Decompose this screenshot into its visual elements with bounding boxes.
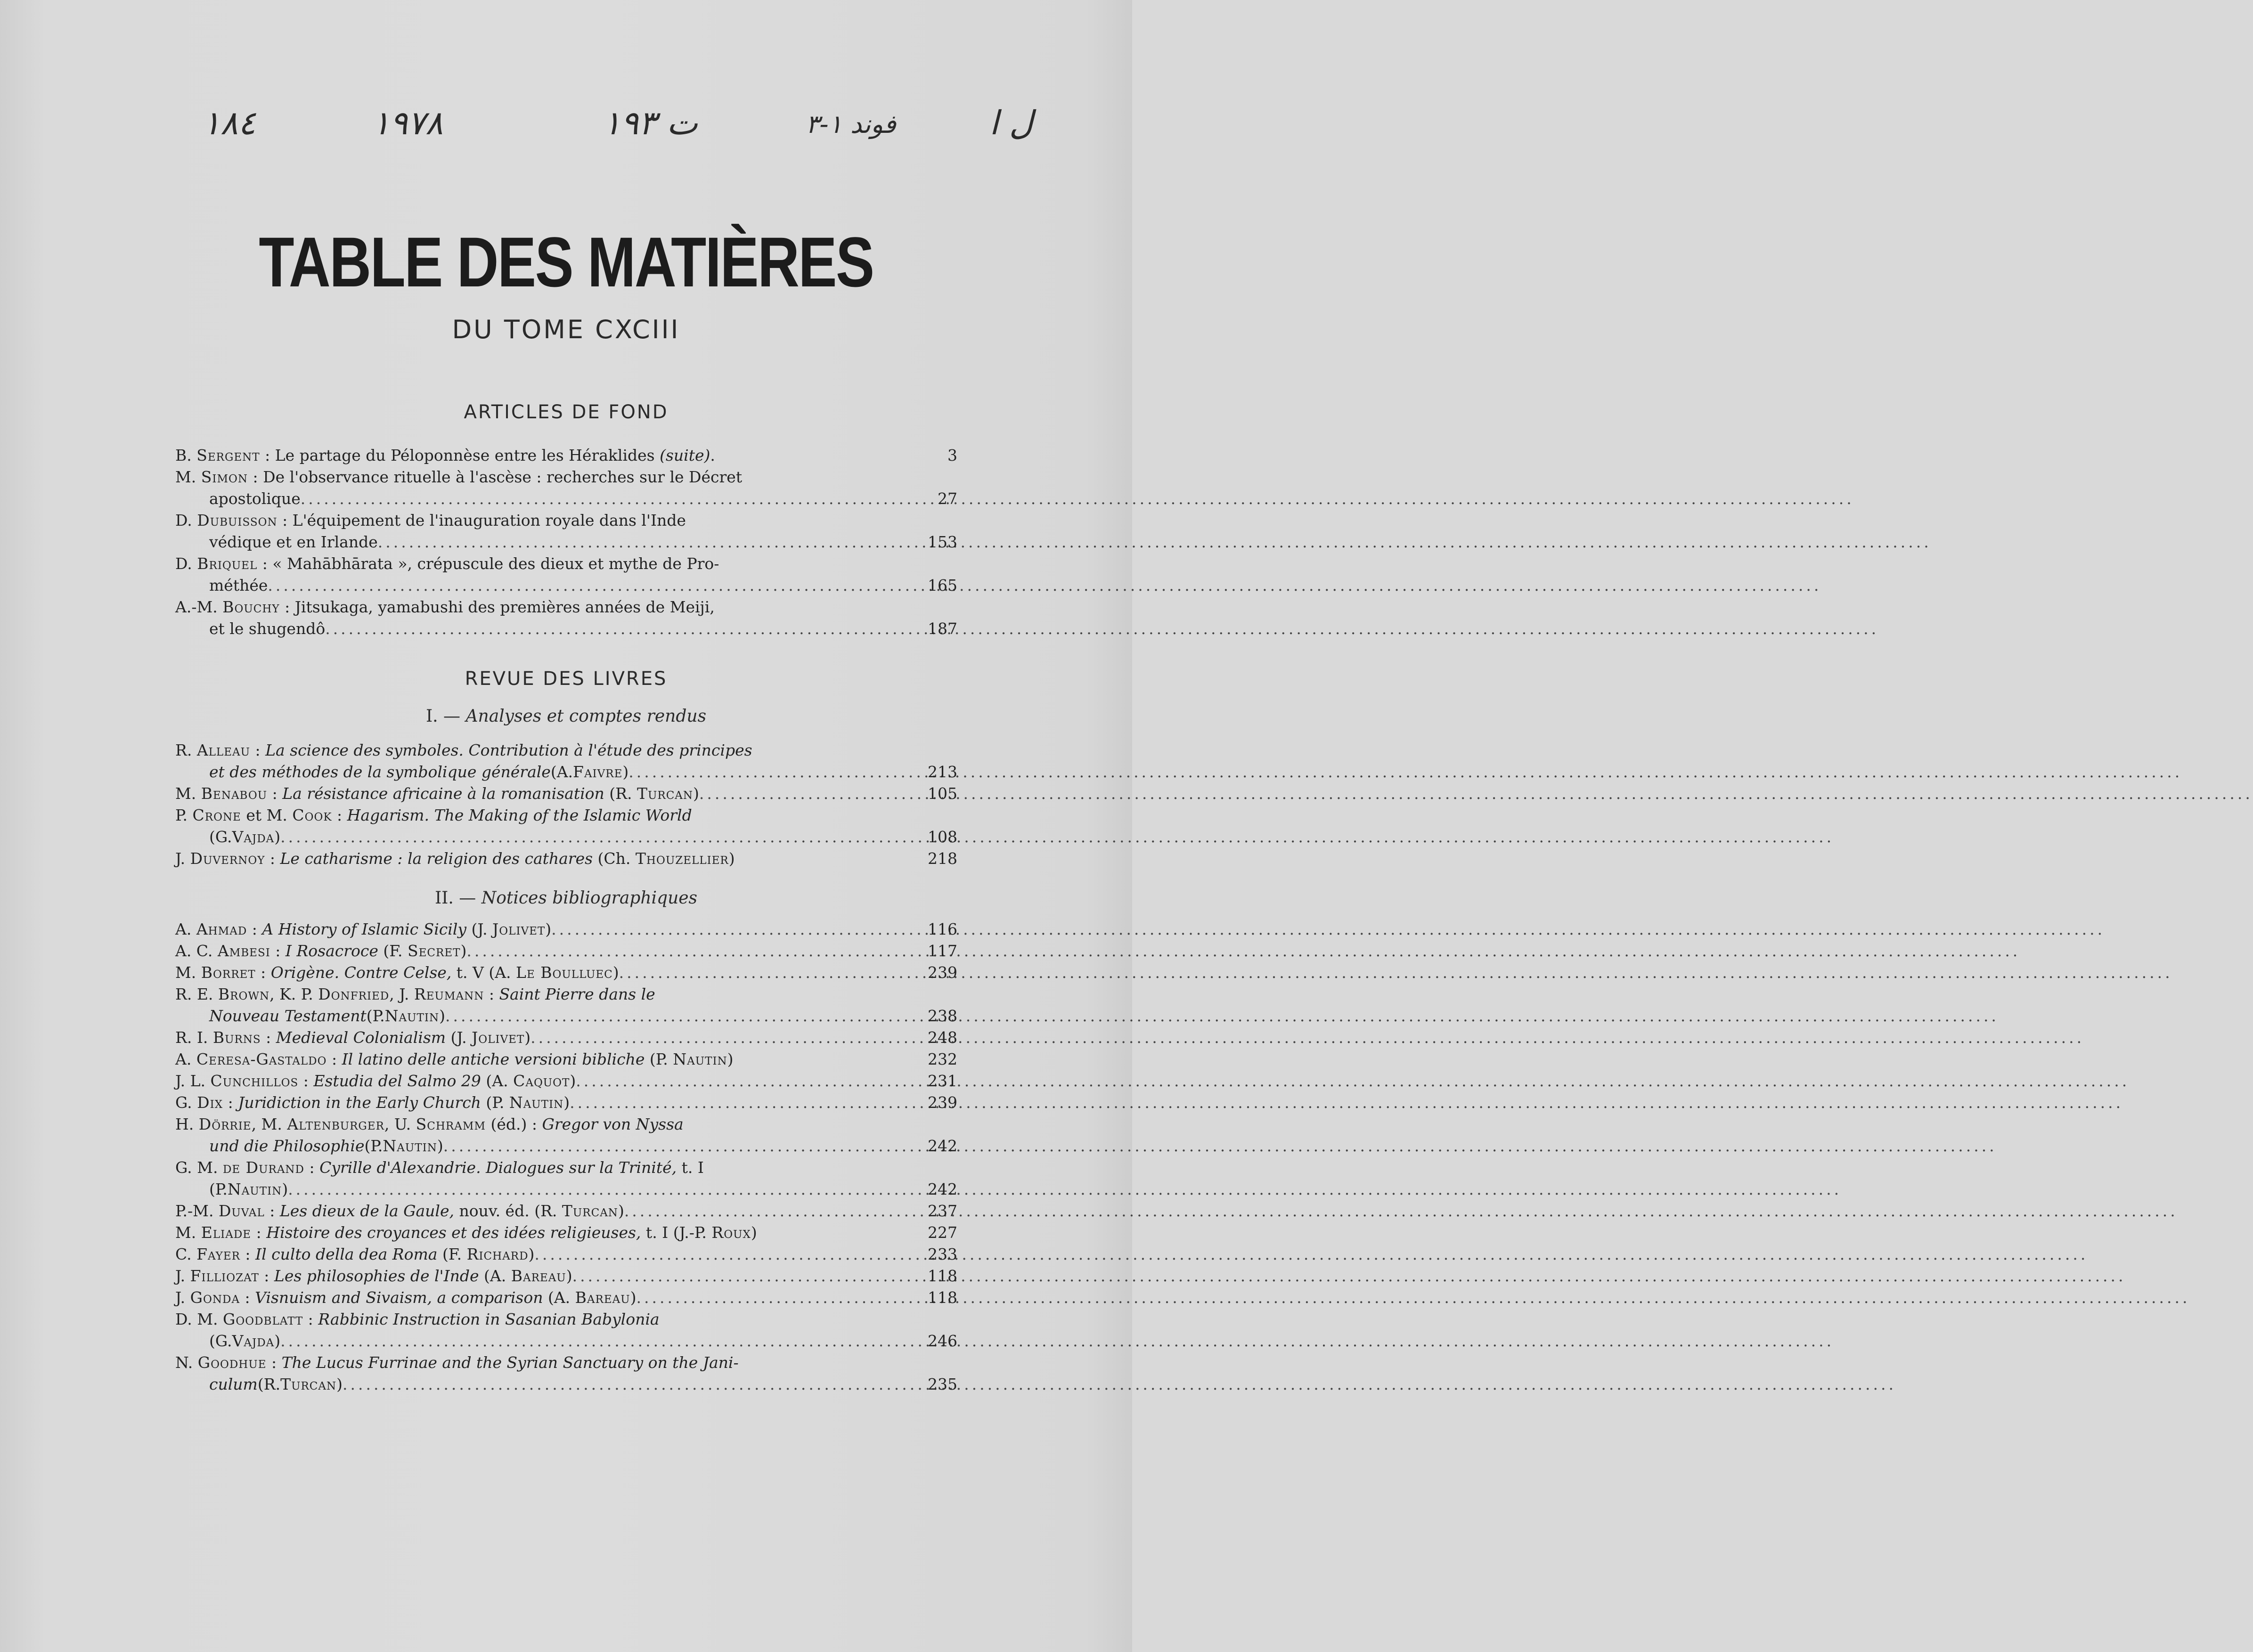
dot-leader — [629, 761, 915, 783]
article-entry: D. Dubuisson : L'équipement de l'inauguration royale dans l'Inde védique et en Irlande ..... 153 — [175, 510, 957, 553]
page-number: 237 — [928, 1202, 957, 1220]
page-number: 242 — [928, 1180, 957, 1198]
dot-leader — [551, 919, 915, 940]
review-entry: M. Benabou : La résistance africaine à la romanisation (R. Turcan) ..... 105 — [175, 783, 957, 805]
dot-leader — [576, 1070, 915, 1092]
page-number: 117 — [928, 942, 957, 960]
notice-entry: C. Fayer : Il culto della dea Roma (F. Richard) ..... 233 — [175, 1244, 957, 1265]
dot-leader — [288, 1179, 915, 1200]
page-number: 153 — [928, 533, 957, 551]
notice-entry: N. Goodhue : The Lucus Furrinae and the Syrian Sanctuary on the Jani- culum (R. Turcan ) ..... 235 — [175, 1352, 957, 1395]
dot-leader — [619, 962, 915, 984]
notice-entry: R. I. Burns : Medieval Colonialism (J. Jolivet) ..... 248 — [175, 1027, 957, 1049]
handwritten-note-2: ١٩٧٨ — [372, 104, 443, 142]
notice-entry: G. Dix : Juridiction in the Early Church (P. Nautin) ..... 239 — [175, 1092, 957, 1114]
dot-leader — [637, 1287, 915, 1309]
page-number: 235 — [928, 1375, 957, 1393]
page-number: 248 — [928, 1028, 957, 1047]
handwritten-note-4: فوند ١-٣ — [806, 109, 896, 139]
section-heading-revue: REVUE DES LIVRES — [465, 668, 668, 690]
handwritten-note-1: ١٨٤ — [203, 104, 256, 142]
analyses-list — [175, 740, 957, 870]
page-number: 231 — [928, 1072, 957, 1090]
dot-leader — [699, 783, 915, 805]
page-number: 232 — [928, 1050, 957, 1068]
notice-entry: H. Dörrie, M. Altenburger, U. Schramm (éd.) : Gregor von Nyssa und die Philosophie (P. Nautin ) ..... 242 — [175, 1114, 957, 1157]
page-number: 242 — [928, 1137, 957, 1155]
dot-leader — [570, 1092, 915, 1114]
notice-entry: G. M. de Durand : Cyrille d'Alexandrie. Dialogues sur la Trinité, t. I (P. Nautin ) ..... 242 — [175, 1157, 957, 1200]
article-entry: A.-M. Bouchy : Jitsukaga, yamabushi des premières années de Meiji, et le shugendô ..... 187 — [175, 596, 957, 640]
page-number: 239 — [928, 963, 957, 982]
notice-entry: J. Filliozat : Les philosophies de l'Inde (A. Bareau) ..... 118 — [175, 1265, 957, 1287]
subsection-heading-notices: II. — Notices bibliographiques — [434, 888, 698, 908]
notice-entry: A. Ahmad : A History of Islamic Sicily (J. Jolivet) ..... 116 — [175, 919, 957, 940]
notice-entry: J. Gonda : Visnuism and Sivaism, a comparison (A. Bareau) ..... 118 — [175, 1287, 957, 1309]
page-number: 3 — [947, 446, 957, 464]
page-number: 213 — [928, 763, 957, 781]
handwritten-note-5: ل ا — [989, 104, 1033, 142]
dot-leader — [443, 1135, 915, 1157]
dot-leader — [572, 1265, 915, 1287]
article-entry: M. Simon : De l'observance rituelle à l'ascèse : recherches sur le Décret apostolique ..... 27 — [175, 466, 957, 510]
dot-leader — [445, 1005, 915, 1027]
article-entry: D. Briquel : « Mahābhārata », crépuscule des dieux et mythe de Pro- méthée ..... 165 — [175, 553, 957, 596]
article-entry — [175, 445, 957, 466]
review-entry: P. Crone et M. Cook : Hagarism. The Making of the Islamic World (G. Vajda ) ..... 108 — [175, 805, 957, 848]
notice-entry: D. M. Goodblatt : Rabbinic Instruction in Sasanian Babylonia (G. Vajda ) ..... 246 — [175, 1309, 957, 1352]
dot-leader — [531, 1027, 915, 1049]
page-number: 105 — [928, 784, 957, 803]
entry-text: B. Sergent : Le partage du Péloponnèse entre les Héraklides (suite). — [175, 446, 715, 464]
dot-leader — [325, 618, 915, 640]
dot-leader — [301, 488, 915, 510]
section-heading-articles: ARTICLES DE FOND — [464, 401, 669, 423]
page-number: 116 — [928, 920, 957, 938]
page-subtitle: DU TOME CXCIII — [452, 315, 680, 344]
review-entry: J. Duvernoy : Le catharisme : la religion des cathares (Ch. Thouzellier) 218 — [175, 848, 957, 870]
notice-entry: M. Eliade : Histoire des croyances et des idées religieuses, t. I (J.-P. Roux) 227 — [175, 1222, 957, 1244]
articles-list — [175, 445, 957, 640]
dot-leader — [343, 1374, 915, 1395]
page-title: TABLE DES MATIÈRES — [259, 222, 873, 301]
page-number: 227 — [928, 1223, 957, 1242]
dot-leader — [268, 575, 915, 596]
page-number: 118 — [928, 1267, 957, 1285]
notice-entry: A. Ceresa-Gastaldo : Il latino delle antiche versioni bibliche (P. Nautin) 232 — [175, 1049, 957, 1070]
notices-list — [175, 919, 957, 1395]
dot-leader — [624, 1200, 915, 1222]
review-entry: R. Alleau : La science des symboles. Contribution à l'étude des principes et des méthodes de la symbolique générale (A. Faivre ) ..... 213 — [175, 740, 957, 783]
dot-leader — [378, 531, 915, 553]
notice-entry: P.-M. Duval : Les dieux de la Gaule, nouv. éd. (R. Turcan) ..... 237 — [175, 1200, 957, 1222]
notice-entry: M. Borret : Origène. Contre Celse, t. V (A. Le Boulluec) ..... 239 — [175, 962, 957, 984]
page-number: 165 — [928, 576, 957, 594]
page-number: 187 — [928, 619, 957, 638]
dot-leader — [280, 1330, 915, 1352]
page-number: 118 — [928, 1288, 957, 1307]
page-number: 108 — [928, 828, 957, 846]
dot-leader — [534, 1244, 915, 1265]
page-number: 246 — [928, 1332, 957, 1350]
notice-entry: J. L. Cunchillos : Estudia del Salmo 29 (A. Caquot) ..... 231 — [175, 1070, 957, 1092]
handwritten-note-3: ت ١٩٣ — [603, 104, 698, 142]
dot-leader — [466, 940, 915, 962]
notice-entry: R. E. Brown, K. P. Donfried, J. Reumann : Saint Pierre dans le Nouveau Testament (P. Nautin ) ..... 238 — [175, 984, 957, 1027]
page-number: 233 — [928, 1245, 957, 1263]
page-number: 27 — [938, 489, 957, 508]
page-number: 238 — [928, 1007, 957, 1025]
page-number: 218 — [928, 849, 957, 868]
notice-entry: A. C. Ambesi : I Rosacroce (F. Secret) ..... 117 — [175, 940, 957, 962]
page-number: 239 — [928, 1093, 957, 1112]
dot-leader — [280, 826, 915, 848]
subsection-heading-analyses: I. — Analyses et comptes rendus — [425, 707, 707, 726]
